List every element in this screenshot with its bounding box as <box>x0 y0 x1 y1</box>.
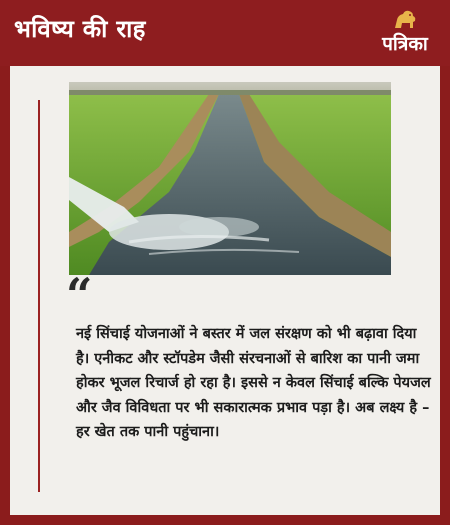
quote-mark: “ <box>66 268 93 322</box>
irrigation-canal-photo <box>69 82 391 275</box>
card-header <box>0 0 450 66</box>
lion-emblem-icon <box>391 8 419 30</box>
patrika-logo <box>374 8 436 60</box>
accent-line <box>38 100 40 492</box>
header-title: भविष्य की राह <box>14 15 146 43</box>
logo-text: पत्रिका <box>382 33 428 55</box>
quote-text: नई सिंचाई योजनाओं ने बस्तर में जल संरक्षण को भी बढ़ावा दिया है। एनीकट और स्टॉपडेम जैसी संरचनाओं से बारिश का पानी जमा होकर भूजल रिचार्ज हो रहा है। इससे न केवल सिंचाई बल्कि पेयजल और जैव विविधता पर भी सकारात्मक प्रभाव पड़ा है। अब लक्ष्य है – हर खेत तक पानी पहुंचाना। <box>76 326 431 440</box>
canal-illustration <box>69 82 391 275</box>
content-panel <box>10 66 440 515</box>
